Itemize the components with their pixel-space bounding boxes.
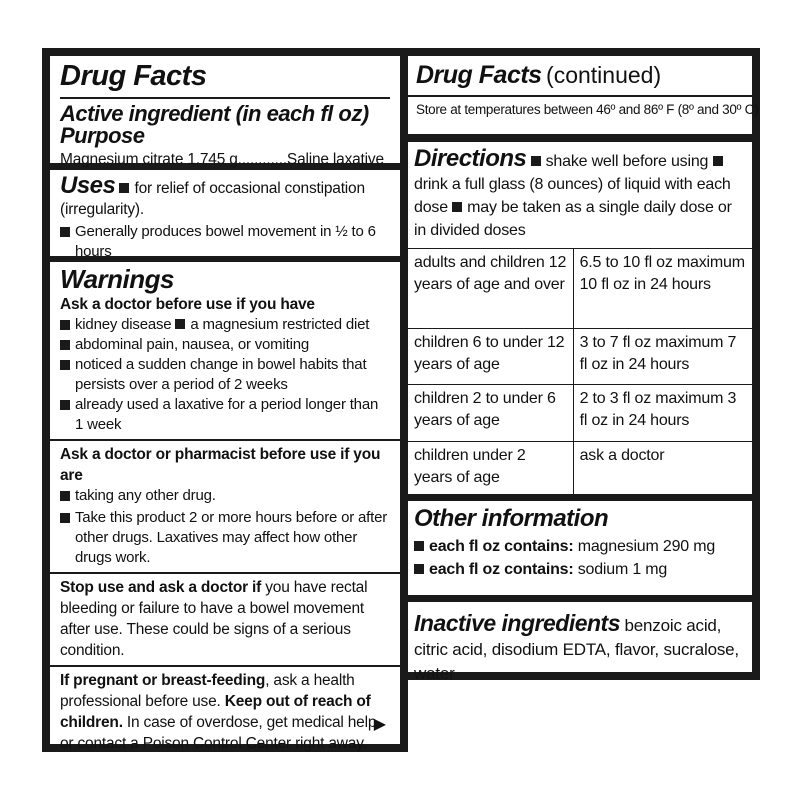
storage-section <box>408 56 759 134</box>
bullet-icon <box>414 564 424 574</box>
dose-cell: 2 to 3 fl oz maximum 3 fl oz in 24 hours <box>573 385 752 442</box>
uses-heading: Uses <box>60 172 116 199</box>
keep-out-heading: Keep out of reach of children. <box>60 693 371 731</box>
bullet-icon <box>60 513 70 523</box>
warnings-section <box>50 262 400 752</box>
bullet-icon <box>175 319 185 329</box>
stop-use-text: you have rectal bleeding or failure to have a bowel movement after use. These could be signs of a serious condition. <box>60 579 368 659</box>
dosage-table <box>408 248 752 498</box>
drug-facts-continued-title: Drug Facts <box>416 61 542 89</box>
overdose-text: In case of overdose, get medical help or contact a Poison Control Center right away. <box>60 714 377 752</box>
bullet-icon <box>60 491 70 501</box>
drug-facts-title: Drug Facts <box>60 60 207 92</box>
bullet-icon <box>713 156 723 166</box>
table-row <box>408 385 752 442</box>
warning-item: noticed a sudden change in bowel habits that persists over a period of 2 weeks <box>75 356 367 393</box>
age-cell: children under 2 years of age <box>408 442 573 498</box>
storage-text: Store at temperatures between 46º and 86º F (8º and 30º C) <box>416 102 759 117</box>
inactive-ingredients-text: benzoic acid, citric acid, disodium EDTA, flavor, sucralose, water <box>414 616 739 683</box>
stop-use-heading: Stop use and ask a doctor if <box>60 579 262 596</box>
bullet-icon <box>60 320 70 330</box>
warning-item: Take this product 2 or more hours before or after other drugs. Laxatives may affect how other drugs work. <box>75 509 388 566</box>
warning-item: already used a laxative for a period longer than 1 week <box>75 396 379 433</box>
bullet-icon <box>60 340 70 350</box>
table-row <box>408 442 752 498</box>
dose-cell: ask a doctor <box>573 442 752 498</box>
pregnancy-text: , ask a health professional before use. <box>60 672 355 710</box>
dose-cell: 3 to 7 fl oz maximum 7 fl oz in 24 hours <box>573 329 752 385</box>
warning-item: abdominal pain, nausea, or vomiting <box>75 336 309 353</box>
bullet-icon <box>60 400 70 410</box>
other-information-heading: Other information <box>414 505 609 532</box>
active-ingredient-section <box>50 56 400 168</box>
warnings-heading: Warnings <box>60 264 174 294</box>
continued-label: (continued) <box>546 62 662 88</box>
warning-item: kidney disease <box>75 316 172 333</box>
active-ingredient-header: Active ingredient (in each fl oz) Purpose <box>60 101 369 148</box>
ask-pharmacist-heading: Ask a doctor or pharmacist before use if you are <box>60 446 381 484</box>
inactive-ingredients-heading: Inactive ingredients <box>414 610 621 636</box>
bullet-icon <box>452 202 462 212</box>
continue-arrow-icon: ▶ <box>373 716 386 733</box>
uses-section <box>50 170 400 260</box>
directions-section <box>408 142 752 494</box>
info-label: each fl oz contains: <box>429 538 574 555</box>
table-row <box>408 329 752 385</box>
bullet-icon <box>414 541 424 551</box>
direction-item: drink a full glass (8 ounces) of liquid with each dose <box>414 176 731 216</box>
bullet-icon <box>119 183 129 193</box>
uses-text: for relief of occasional constipation (irregularity). <box>60 180 365 218</box>
age-cell: children 6 to under 12 years of age <box>408 329 573 385</box>
warning-item: taking any other drug. <box>75 487 216 504</box>
age-cell: children 2 to under 6 years of age <box>408 385 573 442</box>
direction-item: may be taken as a single daily dose or in divided doses <box>414 199 732 239</box>
bullet-icon <box>60 227 70 237</box>
warning-item: a magnesium restricted diet <box>190 316 370 333</box>
info-value: sodium 1 mg <box>577 561 668 578</box>
active-ingredient-line: Magnesium citrate 1.745 g............Saline laxative <box>60 151 384 168</box>
info-label: each fl oz contains: <box>429 561 574 578</box>
table-row <box>408 249 752 329</box>
uses-bullet: Generally produces bowel movement in ½ to 6 hours <box>75 223 376 260</box>
directions-heading: Directions <box>414 145 527 172</box>
inactive-ingredients-section <box>408 602 752 683</box>
other-information-section <box>408 501 752 595</box>
ask-doctor-heading: Ask a doctor before use if you have <box>60 296 315 313</box>
bullet-icon <box>60 360 70 370</box>
pregnancy-heading: If pregnant or breast-feeding <box>60 672 266 689</box>
info-value: magnesium 290 mg <box>577 538 716 555</box>
bullet-icon <box>531 156 541 166</box>
dose-cell: 6.5 to 10 fl oz maximum 10 fl oz in 24 hours <box>573 249 752 329</box>
direction-item: shake well before using <box>545 153 709 170</box>
age-cell: adults and children 12 years of age and over <box>408 249 573 329</box>
